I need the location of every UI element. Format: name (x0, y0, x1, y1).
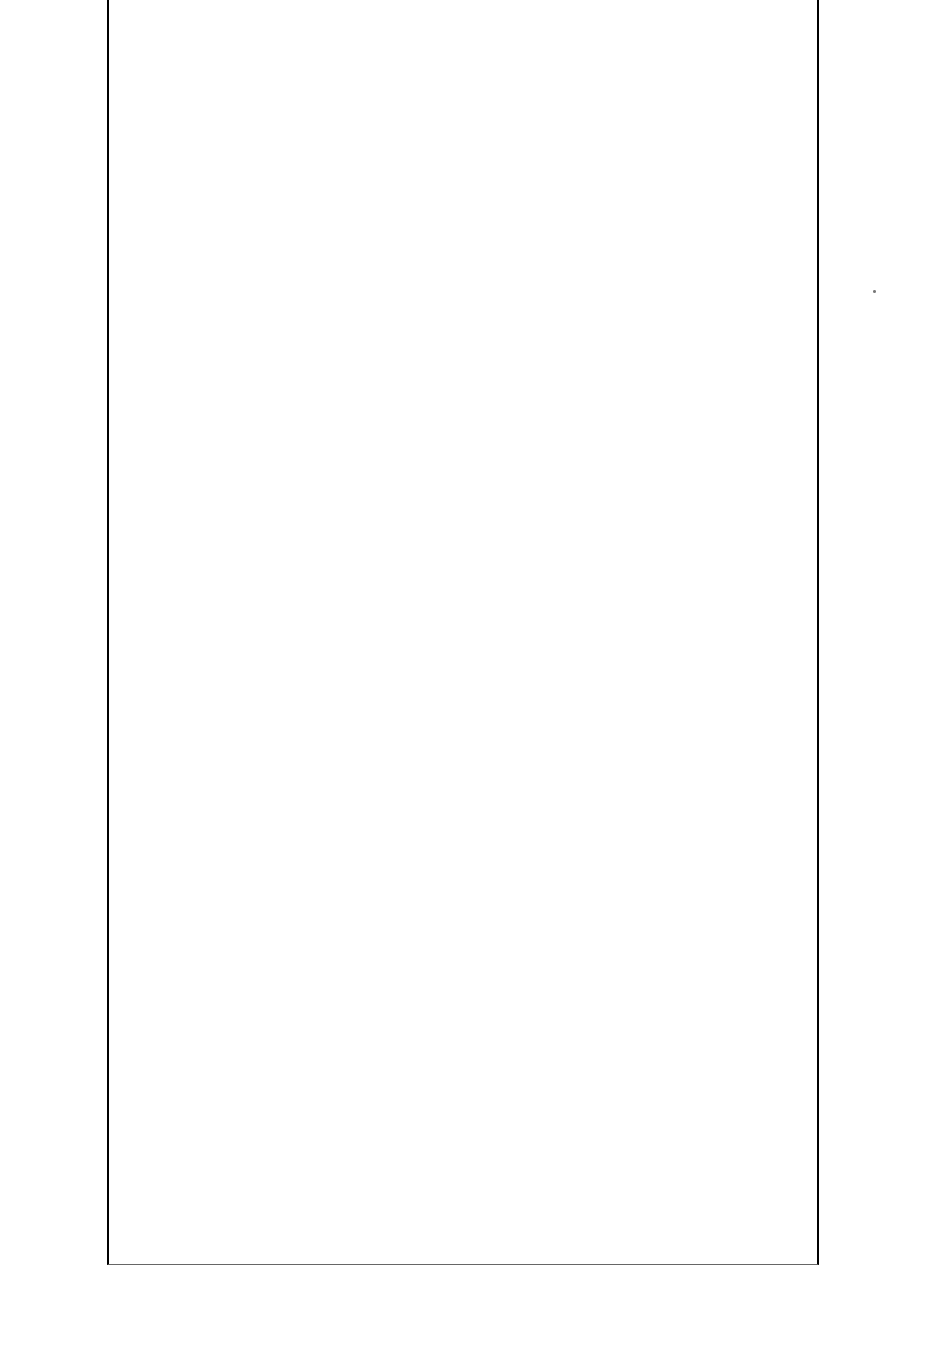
table-frame (107, 0, 819, 1265)
page-speck (873, 290, 876, 293)
